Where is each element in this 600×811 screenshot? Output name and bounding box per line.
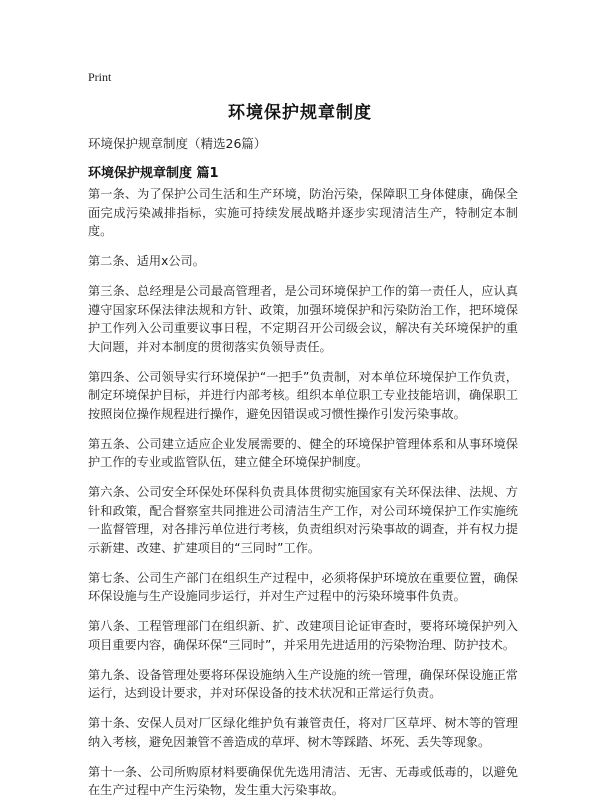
paragraph-article-10: 第十条、安保人员对厂区绿化维护负有兼管责任，将对厂区草坪、树木等的管理纳入考核，避免因兼管不善造成的草坪、树木等踩踏、坏死、丢失等现象。 bbox=[88, 716, 518, 749]
paragraph-article-3: 第三条、总经理是公司最高管理者，是公司环境保护工作的第一责任人，应认真遵守国家环保法律法规和方针、政策，加强环境保护和污染防治工作，把环境保护工作列入公司重要议事日程，不定期召开公司级会议，解决有关环境保护的重大问题，并对本制度的贯彻落实负领导责任。 bbox=[88, 284, 518, 354]
paragraph-article-9: 第九条、设备管理处要将环保设施纳入生产设施的统一管理，确保环保设施正常运行，达到设计要求，并对环保设备的技术状况和正常运行负责。 bbox=[88, 667, 518, 700]
print-link[interactable]: Print bbox=[88, 70, 112, 84]
paragraph-article-4: 第四条、公司领导实行环境保护“一把手”负责制，对本单位环境保护工作负责，制定环境保护目标，并进行内部考核。组织本单位职工专业技能培训，确保职工按照岗位操作规程进行操作，避免因错误或习惯性操作引发污染事故。 bbox=[88, 369, 518, 421]
paragraph-article-7: 第七条、公司生产部门在组织生产过程中，必须将保护环境放在重要位置，确保环保设施与生产设施同步运行，并对生产过程中的污染环境事件负责。 bbox=[88, 570, 518, 603]
paragraph-article-8: 第八条、工程管理部门在组织新、扩、改建项目论证审查时，要将环境保护列入项目重要内容，确保环保“三同时”，并采用先进适用的污染物治理、防护技术。 bbox=[88, 619, 518, 652]
paragraph-article-5: 第五条、公司建立适应企业发展需要的、健全的环境保护管理体系和从事环境保护工作的专业或监管队伍，建立健全环境保护制度。 bbox=[88, 436, 518, 469]
document-title: 环境保护规章制度 bbox=[228, 103, 372, 123]
paragraph-article-6: 第六条、公司安全环保处环保科负责具体贯彻实施国家有关环保法律、法规、方针和政策，配合督察室共同推进公司清洁生产工作，对公司环境保护工作实施统一监督管理，对各排污单位进行考核，负责组织对污染事故的调查，并有权力提示新建、改建、扩建项目的“三同时”工作。 bbox=[88, 485, 518, 555]
section-heading: 环境保护规章制度 篇1 bbox=[88, 166, 219, 181]
paragraph-article-1: 第一条、为了保护公司生活和生产环境，防治污染，保障职工身体健康，确保全面完成污染减排指标，实施可持续发展战略并逐步实现清洁生产，特制定本制度。 bbox=[88, 187, 518, 238]
document-subtitle: 环境保护规章制度（精选26篇） bbox=[88, 136, 267, 151]
paragraph-article-2: 第二条、适用x公司。 bbox=[88, 254, 205, 268]
document-body bbox=[88, 185, 518, 811]
paragraph-article-11: 第十一条、公司所购原材料要确保优先选用清洁、无害、无毒或低毒的，以避免在生产过程中产生污染物，发生重大污染事故。 bbox=[88, 764, 518, 797]
